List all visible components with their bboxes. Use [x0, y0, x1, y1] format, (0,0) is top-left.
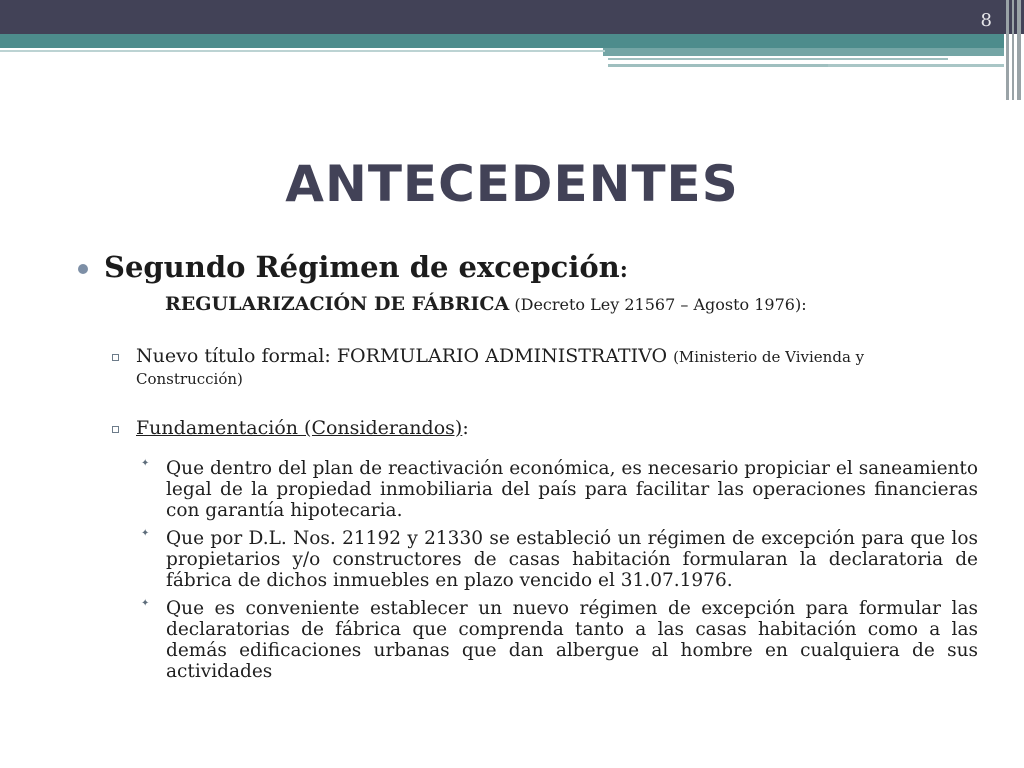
considerando-text: Que es conveniente establecer un nuevo régimen de excepción para formular las declaratorias de fábrica que comprenda tanto a las casas habitación como a las demás edificaciones urbanas que dan albergue al hombre en cualquiera de sus actividades	[166, 598, 978, 682]
considerando-text: Que por D.L. Nos. 21192 y 21330 se estableció un régimen de excepción para que los propietarios y/o constructores de casas habitación formularan la declaratoria de fábrica de dichos inmuebles en plazo vencido el 31.07.1976.	[166, 528, 978, 591]
subheading-paren: (Decreto Ley 21567 – Agosto 1976):	[509, 295, 807, 314]
fundamentacion-label: Fundamentación (Considerandos)	[136, 417, 463, 439]
bullet-dot-icon	[78, 264, 88, 274]
square-bullet-icon	[112, 426, 119, 433]
titulo-prefix: Nuevo título formal: FORMULARIO ADMINISTRATIVO	[136, 345, 674, 367]
star-bullet-icon: ✦	[141, 528, 150, 539]
header-side-bars	[1004, 0, 1024, 100]
list-item-text	[136, 418, 936, 439]
titulo-paren: (Ministerio de Vivienda y Construcción)	[136, 348, 865, 388]
main-bullet-text	[104, 250, 628, 284]
header-rule	[608, 64, 828, 67]
star-bullet-icon: ✦	[141, 598, 150, 609]
header-band-teal	[0, 34, 1004, 48]
fundamentacion-suffix: :	[462, 417, 469, 439]
subheading-bold: REGULARIZACIÓN DE FÁBRICA	[165, 293, 510, 315]
square-bullet-icon	[112, 354, 119, 361]
page-number: 8	[980, 10, 992, 31]
header-rule	[608, 58, 948, 60]
slide-title: ANTECEDENTES	[285, 155, 739, 213]
star-bullet-icon: ✦	[141, 458, 150, 469]
header-band-dark	[0, 0, 1024, 34]
main-bullet-label: Segundo Régimen de excepción	[104, 250, 620, 284]
subheading	[165, 293, 807, 315]
header-rule	[828, 64, 1004, 67]
header-band-teal-lower	[603, 48, 1004, 56]
list-item-text	[136, 346, 936, 390]
header-rule	[0, 50, 605, 52]
main-bullet-colon: :	[619, 257, 628, 283]
considerando-text: Que dentro del plan de reactivación económica, es necesario propiciar el saneamiento legal de la propiedad inmobiliaria del país para facilitar las operaciones financieras con garantía hipotecaria.	[166, 458, 978, 521]
